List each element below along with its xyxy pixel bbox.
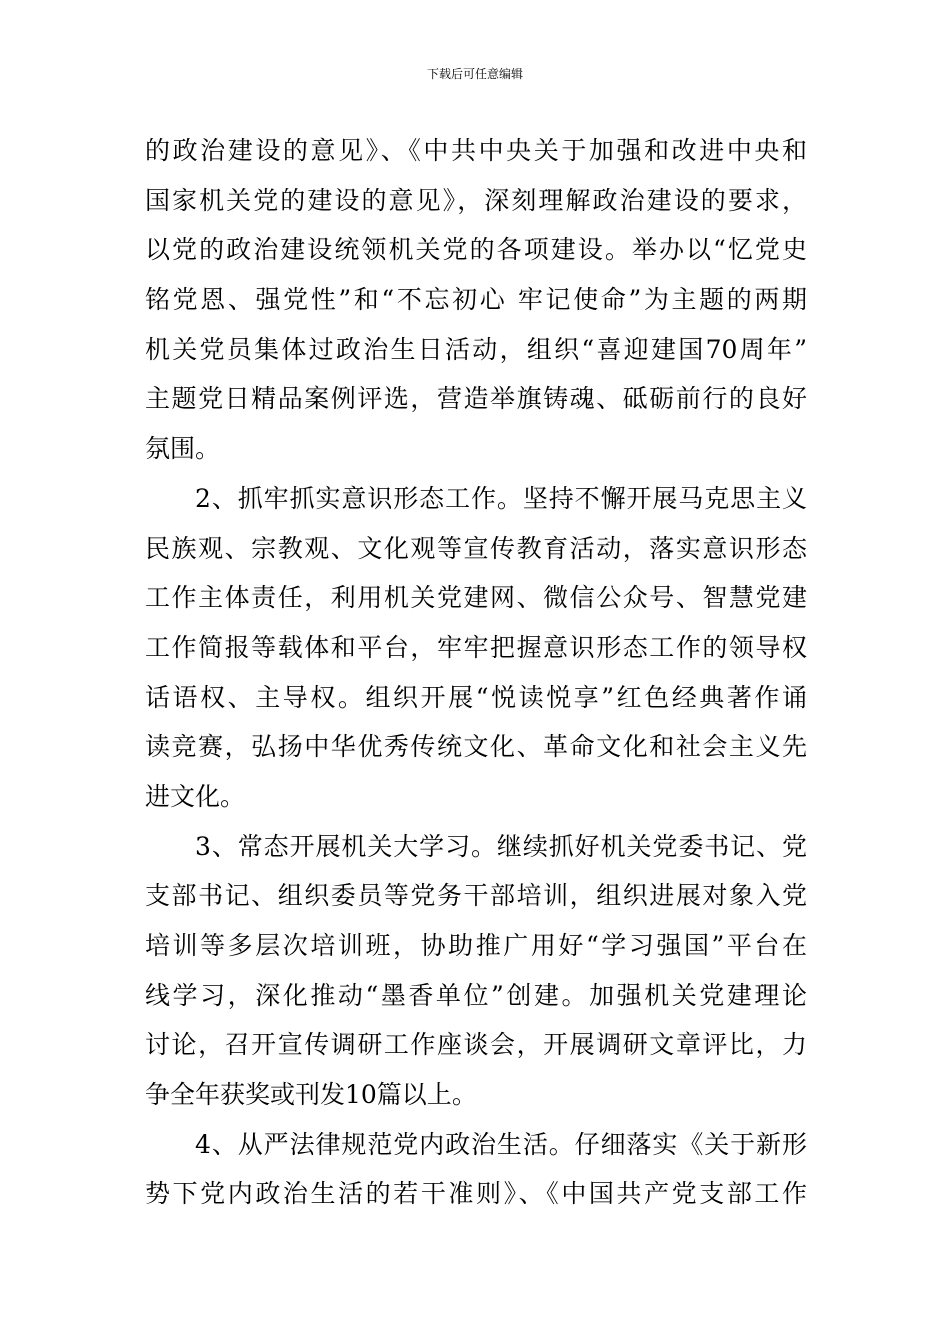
text-line: 国家机关党的建设的意见》，深刻理解政治建设的要求， [145,185,807,215]
text-line: 4、从严法律规范党内政治生活。仔细落实《关于新形 [195,1129,807,1159]
document-body [145,126,807,1219]
text-line: 线学习，深化推动“墨香单位”创建。加强机关党建理论 [145,980,807,1010]
text-line: 培训等多层次培训班，协助推广用好“学习强国”平台在 [145,931,807,960]
text-line: 话语权、主导权。组织开展“悦读悦享”红色经典著作诵 [145,682,807,712]
text-line: 工作主体责任，利用机关党建网、微信公众号、智慧党建 [145,583,807,613]
text-line: 支部书记、组织委员等党务干部培训，组织进展对象入党 [145,881,807,911]
text-line: 机关党员集体过政治生日活动，组织“喜迎建国70周年” [145,334,807,364]
text-line: 主题党日精品案例评选，营造举旗铸魂、砥砺前行的良好 [145,384,807,414]
text-line: 3、常态开展机关大学习。继续抓好机关党委书记、党 [195,831,807,861]
text-line: 的政治建设的意见》、《中共中央关于加强和改进中央和 [145,136,807,165]
text-line: 进文化。 [145,781,246,811]
text-line: 读竞赛，弘扬中华优秀传统文化、革命文化和社会主义先 [145,732,807,762]
text-line: 工作简报等载体和平台，牢牢把握意识形态工作的领导权 [145,632,807,662]
text-line: 氛围。 [145,434,221,464]
text-line: 铭党恩、强党性”和“不忘初心 牢记使命”为主题的两期 [145,285,807,315]
text-line: 2、抓牢抓实意识形态工作。坚持不懈开展马克思主义 [195,483,807,513]
text-line: 民族观、宗教观、文化观等宣传教育活动，落实意识形态 [145,533,807,563]
text-line: 以党的政治建设统领机关党的各项建设。举办以“忆党史 [145,235,807,265]
text-line: 争全年获奖或刊发10篇以上。 [145,1080,477,1110]
page-header: 下载后可任意编辑 [426,67,523,81]
text-line: 讨论，召开宣传调研工作座谈会，开展调研文章评比，力 [145,1030,807,1060]
text-line: 势下党内政治生活的若干准则》、《中国共产党支部工作 [145,1179,807,1209]
